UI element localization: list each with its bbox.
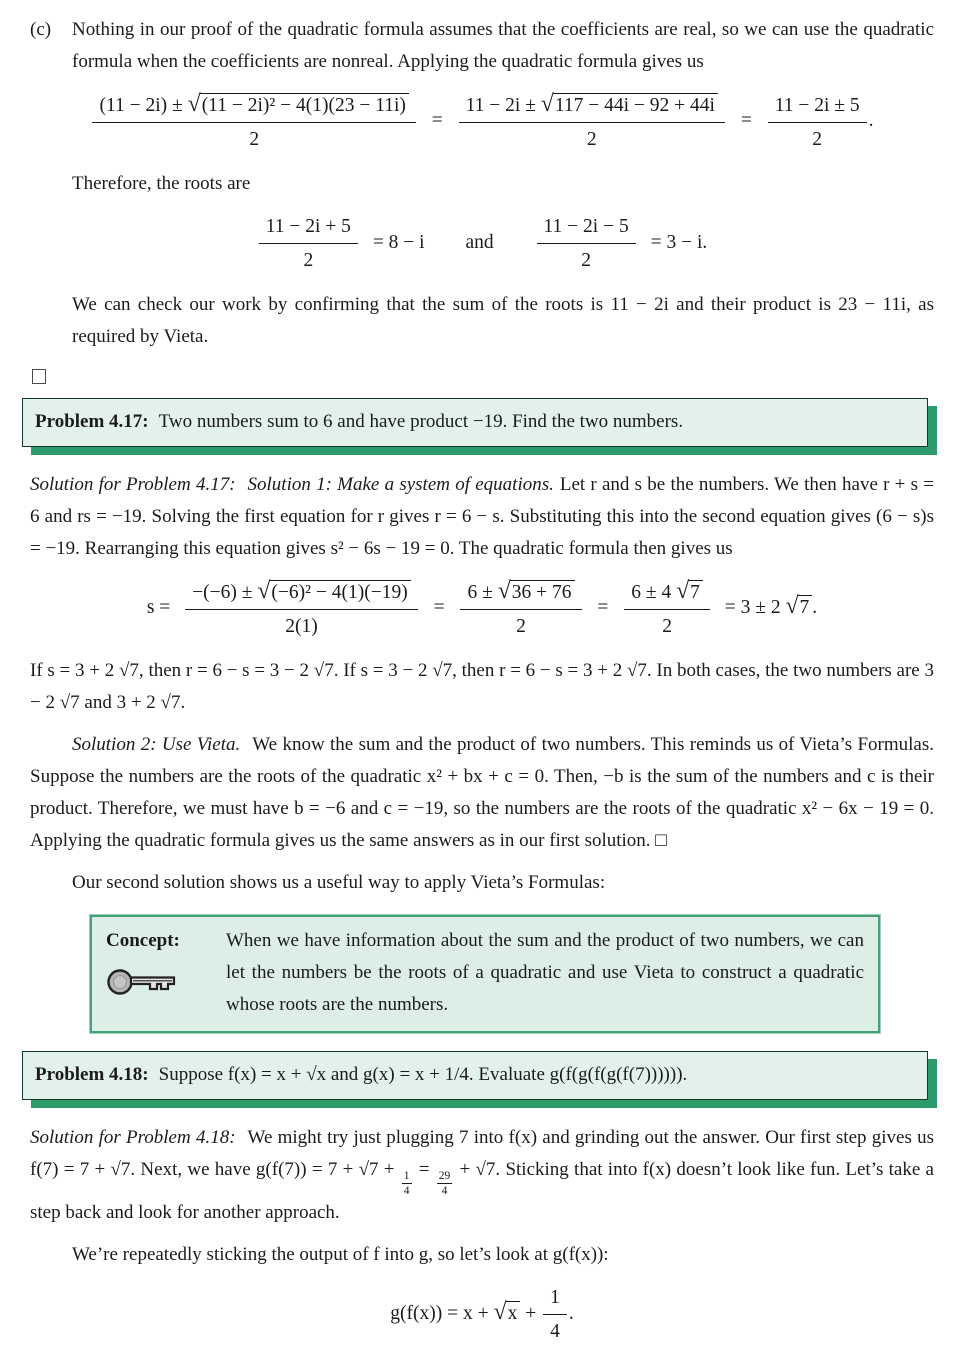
solution-4-17-lead: Solution for Problem 4.17: bbox=[30, 474, 236, 495]
problem-4-18-text: Suppose f(x) = x + √x and g(x) = x + 1/4. Evaluate g(f(g(f(g(f(7)))))). bbox=[158, 1064, 688, 1085]
fraction-reduced bbox=[624, 578, 710, 640]
part-c-item bbox=[30, 14, 934, 78]
solution-4-18-paragraph bbox=[30, 1122, 934, 1229]
numerator: 11 − 2i ± 5 bbox=[768, 92, 867, 123]
radical-icon bbox=[257, 582, 410, 603]
solution-1-title: Solution 1: Make a system of equations. bbox=[247, 474, 554, 495]
radicand: (−6)² − 4(1)(−19) bbox=[269, 580, 410, 604]
numerator: 1 bbox=[543, 1284, 567, 1315]
numerator-prefix: −(−6) ± bbox=[192, 582, 258, 603]
period: . bbox=[868, 110, 874, 132]
denominator: 4 bbox=[550, 1321, 560, 1342]
root-2-value: = 3 − i. bbox=[650, 231, 708, 253]
radical-icon bbox=[541, 95, 718, 116]
part-c-text: Nothing in our proof of the quadratic formula assumes that the coefficients are real, so we can use the quadratic formula when the coefficients are nonreal. Applying the quadratic formula gives us bbox=[72, 19, 934, 72]
repeated-composition-note: We’re repeatedly sticking the output of f into g, so let’s look at g(f(x)): bbox=[72, 1244, 609, 1265]
radicand: (11 − 2i)² − 4(1)(23 − 11i) bbox=[200, 93, 409, 117]
result-prefix: = 3 ± 2 bbox=[724, 597, 786, 619]
solution-4-18-seg2: = bbox=[413, 1159, 435, 1180]
equation-quadratic-application bbox=[30, 91, 934, 153]
solution-4-18-seg3: + √7. Sticking that into f(x) doesn’t look like fun. Let’s take a step back and look for another approach. bbox=[30, 1159, 934, 1223]
solution-4-17-body: Let r and s be the numbers. We then have r + s = 6 and rs = −19. Solving the first equation for r gives r = 6 − s. Substituting this into the second equation gives (6 − s)s = −19. Rearranging this equation gives s² − 6s − 19 = 0. The quadratic formula then gives us bbox=[30, 474, 934, 559]
solution-2-title: Solution 2: Use Vieta. bbox=[72, 734, 241, 755]
denominator: 2 bbox=[581, 250, 591, 271]
and-word: and bbox=[465, 231, 494, 253]
period: . bbox=[812, 597, 818, 619]
equation-gfx bbox=[30, 1284, 934, 1345]
radical-icon bbox=[498, 582, 575, 603]
if-cases-paragraph: If s = 3 + 2 √7, then r = 6 − s = 3 − 2 √7. If s = 3 − 2 √7, then r = 6 − s = 3 + 2 √7. In both cases, the two numbers are 3 − 2 √7 and 3 + 2 √7. bbox=[30, 660, 934, 713]
radicand: 36 + 76 bbox=[510, 580, 575, 604]
root-1-value: = 8 − i bbox=[372, 231, 425, 253]
equation-roots bbox=[30, 213, 934, 274]
numerator-prefix: 6 ± bbox=[467, 582, 498, 603]
fraction-root-1 bbox=[259, 213, 358, 274]
denominator: 2 bbox=[516, 616, 526, 637]
numerator-prefix: 6 ± 4 bbox=[631, 582, 677, 603]
numerator: 11 − 2i + 5 bbox=[259, 213, 358, 244]
therefore-text: Therefore, the roots are bbox=[72, 173, 251, 194]
radicand: x bbox=[506, 1301, 521, 1325]
equals-sign: = bbox=[597, 597, 609, 619]
denominator: 2 bbox=[812, 128, 823, 150]
problem-4-18-label: Problem 4.18: bbox=[35, 1064, 149, 1085]
problem-4-17-label: Problem 4.17: bbox=[35, 411, 149, 432]
fraction-discriminant bbox=[185, 578, 418, 640]
equals-sign: = bbox=[433, 597, 445, 619]
inline-fraction-29-fourths: $\frac{29}{4}$ bbox=[438, 1170, 451, 1197]
fraction-root-2 bbox=[537, 213, 636, 274]
equation-lhs: s = bbox=[146, 597, 171, 619]
fraction-one-fourth bbox=[543, 1284, 567, 1345]
radical-icon bbox=[188, 95, 409, 116]
plus-sign: + bbox=[520, 1302, 542, 1324]
second-solution-note: Our second solution shows us a useful way to apply Vieta’s Formulas: bbox=[72, 872, 606, 893]
radical-icon bbox=[494, 1303, 521, 1324]
solution-4-17-paragraph bbox=[30, 469, 934, 565]
denominator: 2 bbox=[303, 250, 314, 271]
solution-4-18-seg1: We might try just plugging 7 into f(x) and grinding out the answer. Our first step gives us f(7) = 7 + √7. Next, we have g(f(7)) = 7 + √7 + bbox=[30, 1127, 934, 1180]
fraction-simplified bbox=[459, 91, 725, 153]
fraction-discriminant bbox=[92, 91, 415, 153]
fraction-result bbox=[768, 92, 867, 153]
period: . bbox=[568, 1302, 574, 1324]
numerator-prefix: 11 − 2i ± bbox=[465, 95, 541, 116]
radicand: 117 − 44i − 92 + 44i bbox=[553, 93, 718, 117]
denominator: 2 bbox=[662, 616, 672, 637]
problem-4-17-text: Two numbers sum to 6 and have product −19. Find the two numbers. bbox=[158, 411, 684, 432]
numerator: 11 − 2i − 5 bbox=[537, 213, 636, 244]
numerator-prefix: (11 − 2i) ± bbox=[99, 95, 188, 116]
concept-label: Concept: bbox=[106, 930, 180, 951]
equals-sign: = bbox=[431, 110, 443, 132]
solution-4-18-lead: Solution for Problem 4.18: bbox=[30, 1127, 236, 1148]
equation-s-value bbox=[30, 578, 934, 640]
denominator: 2 bbox=[586, 129, 597, 150]
radical-icon bbox=[785, 597, 812, 618]
concept-box bbox=[90, 915, 880, 1033]
solution-2-body: We know the sum and the product of two numbers. This reminds us of Vieta’s Formulas. Suppose the numbers are the roots of the quadratic x² + bx + c = 0. Then, −b is the sum of the numbers and c is their product. Therefore, we must have b = −6 and c = −19, so the numbers are the roots of the quadratic x² − 6x − 19 = 0. Applying the quadratic formula gives us the same answers as in our first solution. □ bbox=[30, 734, 934, 851]
solution-2-paragraph bbox=[30, 729, 934, 857]
radicand: 7 bbox=[688, 580, 703, 604]
denominator: 2 bbox=[249, 129, 260, 150]
check-work-text: We can check our work by confirming that the sum of the roots is 11 − 2i and their product is 23 − 11i, as required by Vieta. bbox=[72, 294, 934, 347]
key-icon bbox=[106, 965, 180, 999]
equals-sign: = bbox=[740, 110, 752, 132]
problem-4-17-box bbox=[22, 398, 928, 447]
denominator: 2(1) bbox=[285, 616, 318, 637]
inline-fraction-one-fourth: $\frac{1}{4}$ bbox=[403, 1170, 410, 1197]
radical-icon bbox=[676, 582, 703, 603]
problem-4-18-box bbox=[22, 1051, 928, 1100]
end-of-proof-square bbox=[32, 369, 46, 384]
concept-text: When we have information about the sum and the product of two numbers, we can let the numbers be the roots of a quadratic and use Vieta to construct a quadratic whose roots are the numbers. bbox=[226, 930, 864, 1015]
equation-prefix: g(f(x)) = x + bbox=[390, 1302, 494, 1324]
fraction-simplified bbox=[460, 578, 581, 640]
radicand: 7 bbox=[798, 595, 813, 619]
part-c-label: (c) bbox=[30, 19, 52, 40]
